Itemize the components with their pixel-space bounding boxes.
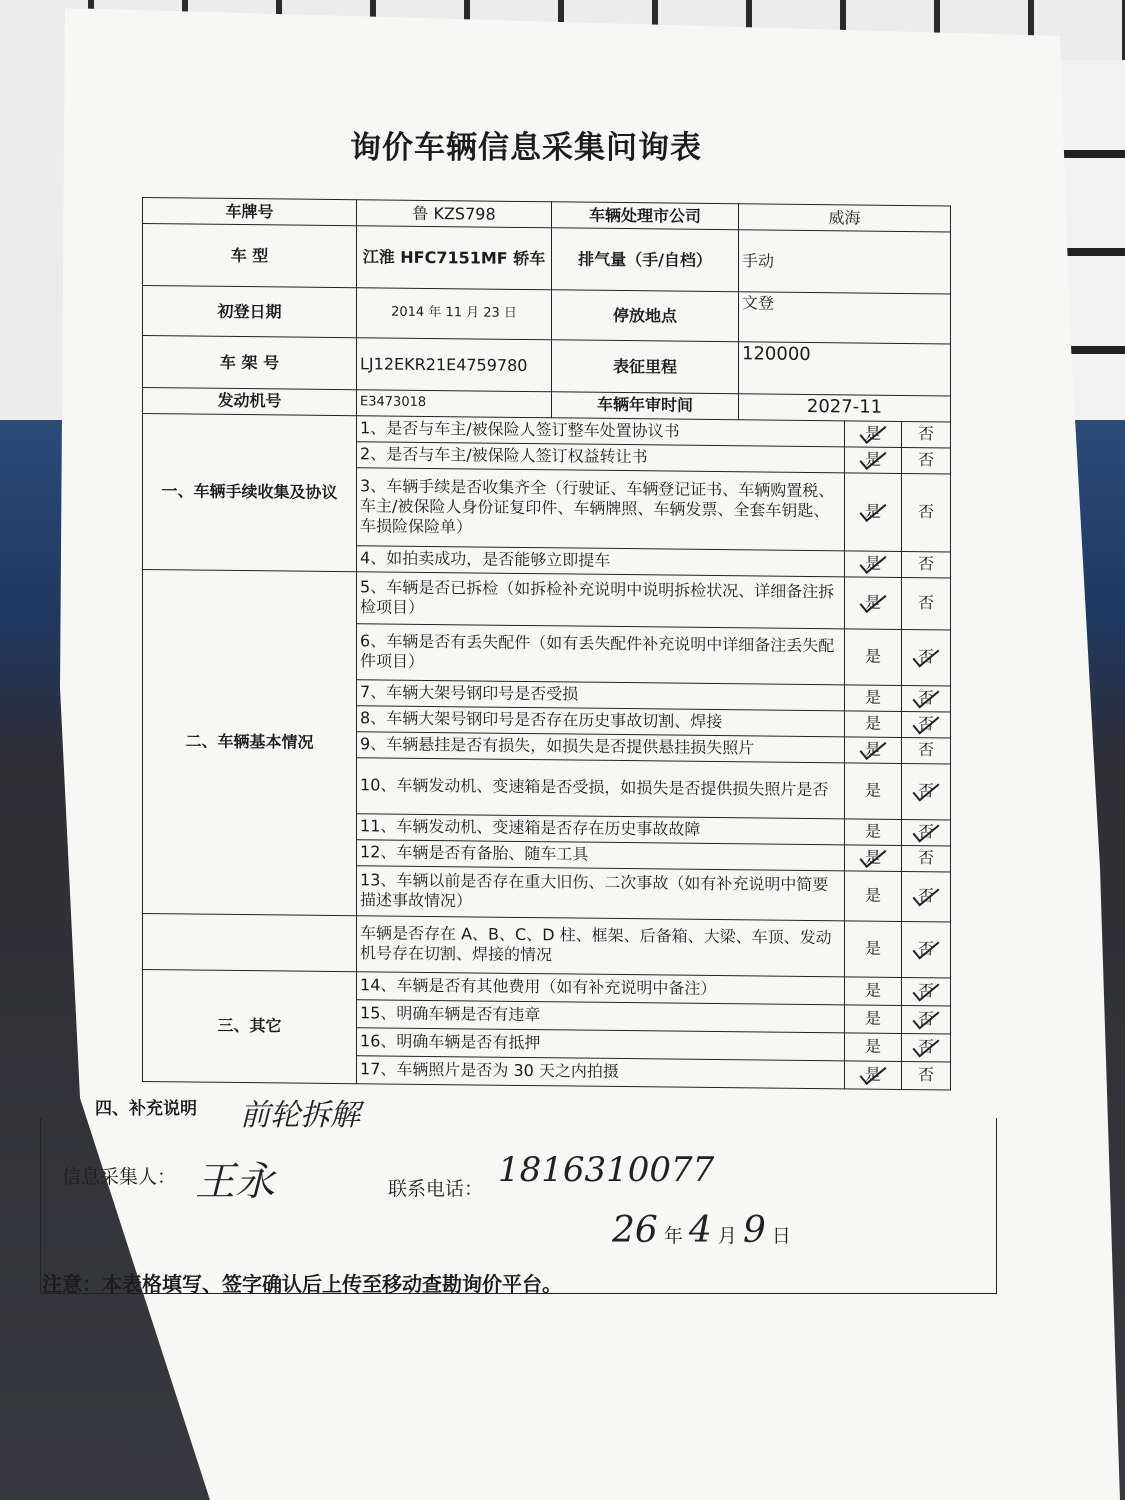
question-12: 12、车辆是否有备胎、随车工具 (357, 839, 845, 870)
plate-label: 车牌号 (143, 198, 357, 226)
engine-label: 发动机号 (143, 388, 357, 416)
q11-yes: 是 (845, 818, 902, 845)
q16-no-checked: 否 (902, 1033, 951, 1062)
q3-no: 否 (902, 473, 951, 552)
vin-value: LJ12EKR21E4759780 (357, 338, 552, 392)
company-value: 威海 (739, 204, 951, 232)
phone-label: 联系电话： (388, 1178, 484, 1200)
question-17: 17、车辆照片是否为 30 天之内拍摄 (357, 1055, 845, 1088)
question-15: 15、明确车辆是否有违章 (357, 999, 845, 1032)
date-day: 9 (742, 1210, 766, 1251)
trans-value: 手动 (739, 230, 951, 294)
parking-label: 停放地点 (552, 290, 739, 342)
question-6: 6、车辆是否有丢失配件（如有丢失配件补充说明中详细备注丢失配件项目） (357, 623, 845, 684)
question-11: 11、车辆发动机、变速箱是否存在历史事故故障 (357, 813, 845, 844)
collector-label: 信息采集人： (62, 1166, 177, 1188)
phone-handwriting: 1816310077 (498, 1150, 715, 1190)
mileage-label: 表征里程 (552, 340, 739, 394)
question-2: 2、是否与车主/被保险人签订权益转让书 (357, 441, 845, 472)
question-5: 5、车辆是否已拆检（如拆检补充说明中说明拆检状况、详细备注拆检项目） (357, 571, 845, 628)
footer-note: 注意：本表格填写、签字确认后上传至移动查勘询价平台。 (42, 1272, 562, 1296)
q7-no-checked: 否 (902, 685, 951, 712)
question-4: 4、如拍卖成功，是否能够立即提车 (357, 545, 845, 576)
question-10: 10、车辆发动机、变速箱是否受损，如损失是否提供损失照片是否 (357, 757, 845, 818)
q14-no-checked: 否 (902, 977, 951, 1006)
q16-yes: 是 (845, 1032, 902, 1061)
q1-no: 否 (902, 421, 951, 448)
reg-date-value: 2014 年 11 月 23 日 (357, 288, 552, 340)
question-3: 3、车辆手续是否收集齐全（行驶证、车辆登记证书、车辆购置税、车主/被保险人身份证复印件、车辆牌照、车辆发票、全套车钥匙、车损险保险单） (357, 467, 845, 550)
date-year: 26 (612, 1210, 658, 1251)
q12-yes-checked: 是 (845, 844, 902, 871)
q14-yes: 是 (845, 976, 902, 1005)
question-8: 8、车辆大架号钢印号是否存在历史事故切割、焊接 (357, 705, 845, 736)
trans-label: 排气量（手/自档） (552, 228, 739, 292)
company-label: 车辆处理市公司 (552, 202, 739, 230)
question-13: 13、车辆以前是否存在重大旧伤、二次事故（如有补充说明中简要描述事故情况） (357, 865, 845, 920)
q13-yes: 是 (845, 870, 902, 921)
q5-no: 否 (902, 577, 951, 630)
question-14: 14、车辆是否有其他费用（如有补充说明中备注） (357, 971, 845, 1004)
q6-yes: 是 (845, 628, 902, 685)
q9-yes-checked: 是 (845, 736, 902, 763)
mileage-value: 120000 (739, 342, 951, 396)
date-day-unit: 日 (771, 1225, 791, 1247)
vin-label: 车 架 号 (143, 336, 357, 390)
q1-yes-checked: 是 (845, 420, 902, 447)
form-title: 询价车辆信息采集问询表 (350, 130, 702, 166)
q17-yes-checked: 是 (845, 1060, 902, 1089)
date-year-unit: 年 (663, 1225, 683, 1247)
q3-yes-checked: 是 (845, 472, 902, 551)
q4-no: 否 (902, 551, 951, 578)
q8-no-checked: 否 (902, 711, 951, 738)
q7-yes: 是 (845, 684, 902, 711)
plate-value: 鲁 KZS798 (357, 200, 552, 228)
sign-date (612, 1210, 791, 1251)
reg-date-label: 初登日期 (143, 286, 357, 338)
inspect-label: 车辆年审时间 (552, 392, 739, 419)
qx-yes: 是 (845, 920, 902, 977)
q11-no-checked: 否 (902, 819, 951, 846)
q2-yes-checked: 是 (845, 446, 902, 473)
question-7: 7、车辆大架号钢印号是否受损 (357, 679, 845, 710)
date-month: 4 (688, 1210, 712, 1251)
q6-no-checked: 否 (902, 629, 951, 686)
q10-yes: 是 (845, 762, 902, 819)
q15-yes: 是 (845, 1004, 902, 1033)
section-1-label: 一、车辆手续收集及协议 (143, 413, 357, 571)
question-9: 9、车辆悬挂是否有损失，如损失是否提供悬挂损失照片 (357, 731, 845, 762)
q10-no-checked: 否 (902, 763, 951, 820)
q15-no-checked: 否 (902, 1005, 951, 1034)
collector-signature: 王永 (195, 1159, 275, 1205)
inspect-value: 2027-11 (739, 394, 951, 422)
date-month-unit: 月 (717, 1225, 737, 1247)
q17-no: 否 (902, 1061, 951, 1090)
vehicle-form-table (142, 197, 951, 1090)
section-2-label: 二、车辆基本情况 (143, 569, 357, 915)
question-pillar: 车辆是否存在 A、B、C、D 柱、框架、后备箱、大梁、车顶、发动机号存在切割、焊接的情况 (357, 915, 845, 976)
qx-no-checked: 否 (902, 921, 951, 978)
question-16: 16、明确车辆是否有抵押 (357, 1027, 845, 1060)
supplement-handwriting: 前轮拆解 (240, 1098, 360, 1133)
section-blank-cell (143, 913, 357, 971)
section-3-label: 三、其它 (143, 969, 357, 1083)
model-value: 江淮 HFC7151MF 轿车 (357, 226, 552, 290)
model-label: 车 型 (143, 224, 357, 288)
parking-value: 文登 (739, 292, 951, 344)
q8-yes: 是 (845, 710, 902, 737)
section-4-label: 四、补充说明 (95, 1099, 197, 1119)
question-1: 1、是否与车主/被保险人签订整车处置协议书 (357, 415, 845, 446)
q2-no: 否 (902, 447, 951, 474)
engine-value: E3473018 (357, 390, 552, 418)
q12-no: 否 (902, 845, 951, 872)
q13-no-checked: 否 (902, 871, 951, 922)
q9-no: 否 (902, 737, 951, 764)
q5-yes-checked: 是 (845, 576, 902, 629)
q4-yes-checked: 是 (845, 550, 902, 577)
